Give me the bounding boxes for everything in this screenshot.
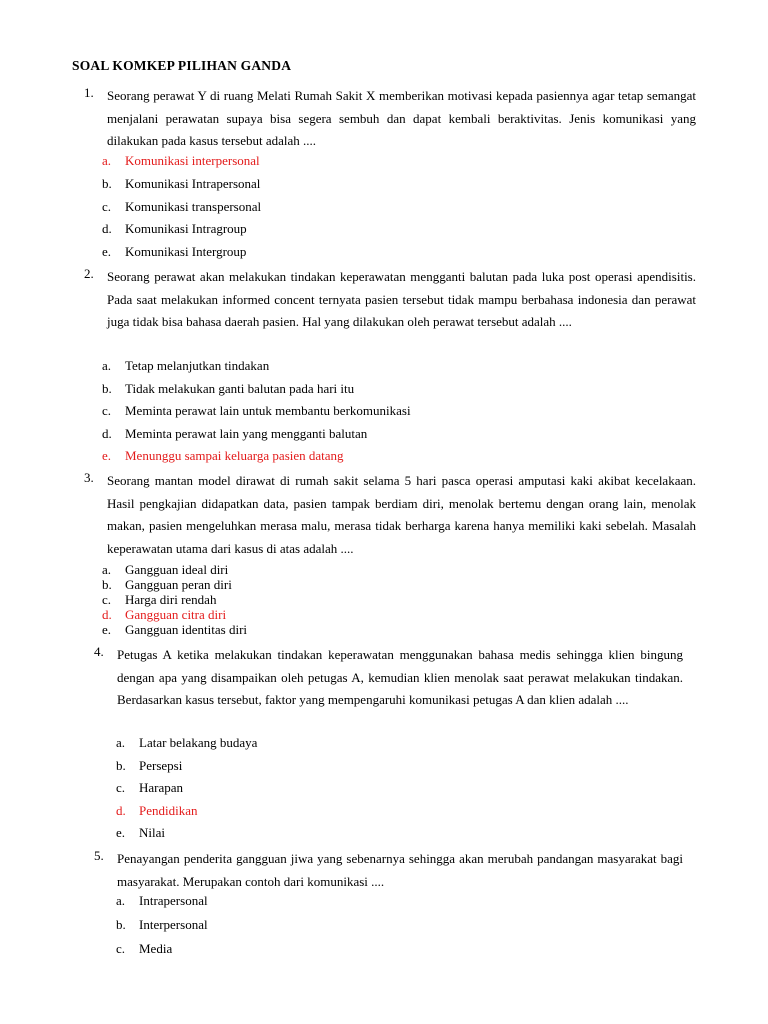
option-text: Gangguan peran diri: [125, 577, 232, 592]
question-number: 2.: [84, 266, 94, 281]
option-letter: e.: [102, 622, 112, 637]
question-number: 5.: [94, 848, 104, 863]
question-number: 3.: [84, 470, 94, 485]
option-text: Latar belakang budaya: [139, 735, 258, 750]
question-number: 4.: [94, 644, 104, 659]
question-stem: Seorang perawat Y di ruang Melati Rumah Sakit X memberikan motivasi kepada pasiennya agar tetap semangat menjalani perawatan supaya bisa segera sembuh dan dapat kembali beraktivitas. Jenis komunikasi yang dilakukan pada kasus tersebut adalah ....: [107, 88, 696, 149]
option-text: Harga diri rendah: [125, 592, 217, 607]
option-letter: b.: [116, 757, 126, 773]
option-text: Media: [139, 940, 173, 956]
option-letter: a.: [116, 735, 126, 750]
option-letter: b.: [102, 175, 112, 191]
option-text: Komunikasi Intragroup: [125, 221, 247, 237]
option-letter: d.: [102, 425, 112, 441]
option-text: Intrapersonal: [139, 893, 208, 908]
option-text: Gangguan identitas diri: [125, 622, 248, 637]
option-text: Nilai: [139, 825, 165, 841]
option-text: Gangguan ideal diri: [125, 562, 229, 577]
option-text: Tetap melanjutkan tindakan: [125, 358, 270, 373]
option-text: Menunggu sampai keluarga pasien datang: [125, 448, 344, 464]
option-text: Komunikasi interpersonal: [125, 153, 260, 168]
option-letter: a.: [102, 562, 112, 577]
option-letter: e.: [102, 448, 112, 464]
option-letter: e.: [116, 825, 126, 841]
option-text: Komunikasi Intergroup: [125, 244, 247, 260]
option-text: Meminta perawat lain yang mengganti balutan: [125, 425, 368, 441]
option-text: Interpersonal: [139, 916, 208, 932]
option-letter: e.: [102, 244, 112, 260]
option-text: Komunikasi transpersonal: [125, 198, 262, 214]
option-letter: b.: [116, 916, 126, 932]
option-text: Pendidikan: [139, 802, 198, 818]
option-letter: a.: [102, 153, 112, 168]
option-letter: a.: [116, 893, 126, 908]
option-letter: d.: [102, 221, 112, 237]
option-letter: c.: [116, 780, 126, 796]
option-letter: c.: [102, 198, 112, 214]
option-text: Gangguan citra diri: [125, 607, 227, 622]
option-text: Meminta perawat lain untuk membantu berkomunikasi: [125, 403, 411, 419]
option-letter: c.: [102, 592, 112, 607]
option-letter: c.: [102, 403, 112, 419]
option-letter: d.: [116, 802, 126, 818]
question-number: 1.: [84, 85, 94, 100]
option-letter: a.: [102, 358, 112, 373]
option-letter: c.: [116, 940, 126, 956]
option-text: Komunikasi Intrapersonal: [125, 175, 261, 191]
question-stem: Seorang mantan model dirawat di rumah sakit selama 5 hari pasca operasi amputasi kaki akibat kecelakaan. Hasil pengkajian didapatkan data, pasien tampak berdiam diri, menolak bertemu dengan orang lain, menolak makan, pasien mengeluhkan merasa malu, merasa tidak berharga karena hanya memiliki kaki sebelah. Masalah keperawatan utama dari kasus di atas adalah ....: [107, 473, 696, 557]
question-stem: Petugas A ketika melakukan tindakan keperawatan menggunakan bahasa medis sehingga klien bingung dengan apa yang disampaikan oleh petugas A, kemudian klien menolak saat perawat melakukan tindakan. Berdasarkan kasus tersebut, faktor yang mempengaruhi komunikasi petugas A dan klien adalah ....: [117, 647, 683, 708]
option-text: Persepsi: [139, 757, 183, 773]
option-letter: d.: [102, 607, 112, 622]
option-text: Harapan: [139, 780, 184, 796]
option-letter: b.: [102, 380, 112, 396]
option-letter: b.: [102, 577, 112, 592]
question-stem: Penayangan penderita gangguan jiwa yang sebenarnya sehingga akan merubah pandangan masyarakat bagi masyarakat. Merupakan contoh dari komunikasi ....: [117, 851, 683, 889]
document-title: SOAL KOMKEP PILIHAN GANDA: [72, 58, 292, 73]
question-stem: Seorang perawat akan melakukan tindakan keperawatan mengganti balutan pada luka post operasi apendisitis. Pada saat melakukan informed concent ternyata pasien tersebut tidak mampu berbahasa indonesia dan perawat juga tidak bisa bahasa daerah pasien. Hal yang dilakukan oleh perawat tersebut adalah ....: [107, 269, 696, 330]
option-text: Tidak melakukan ganti balutan pada hari itu: [125, 380, 355, 396]
